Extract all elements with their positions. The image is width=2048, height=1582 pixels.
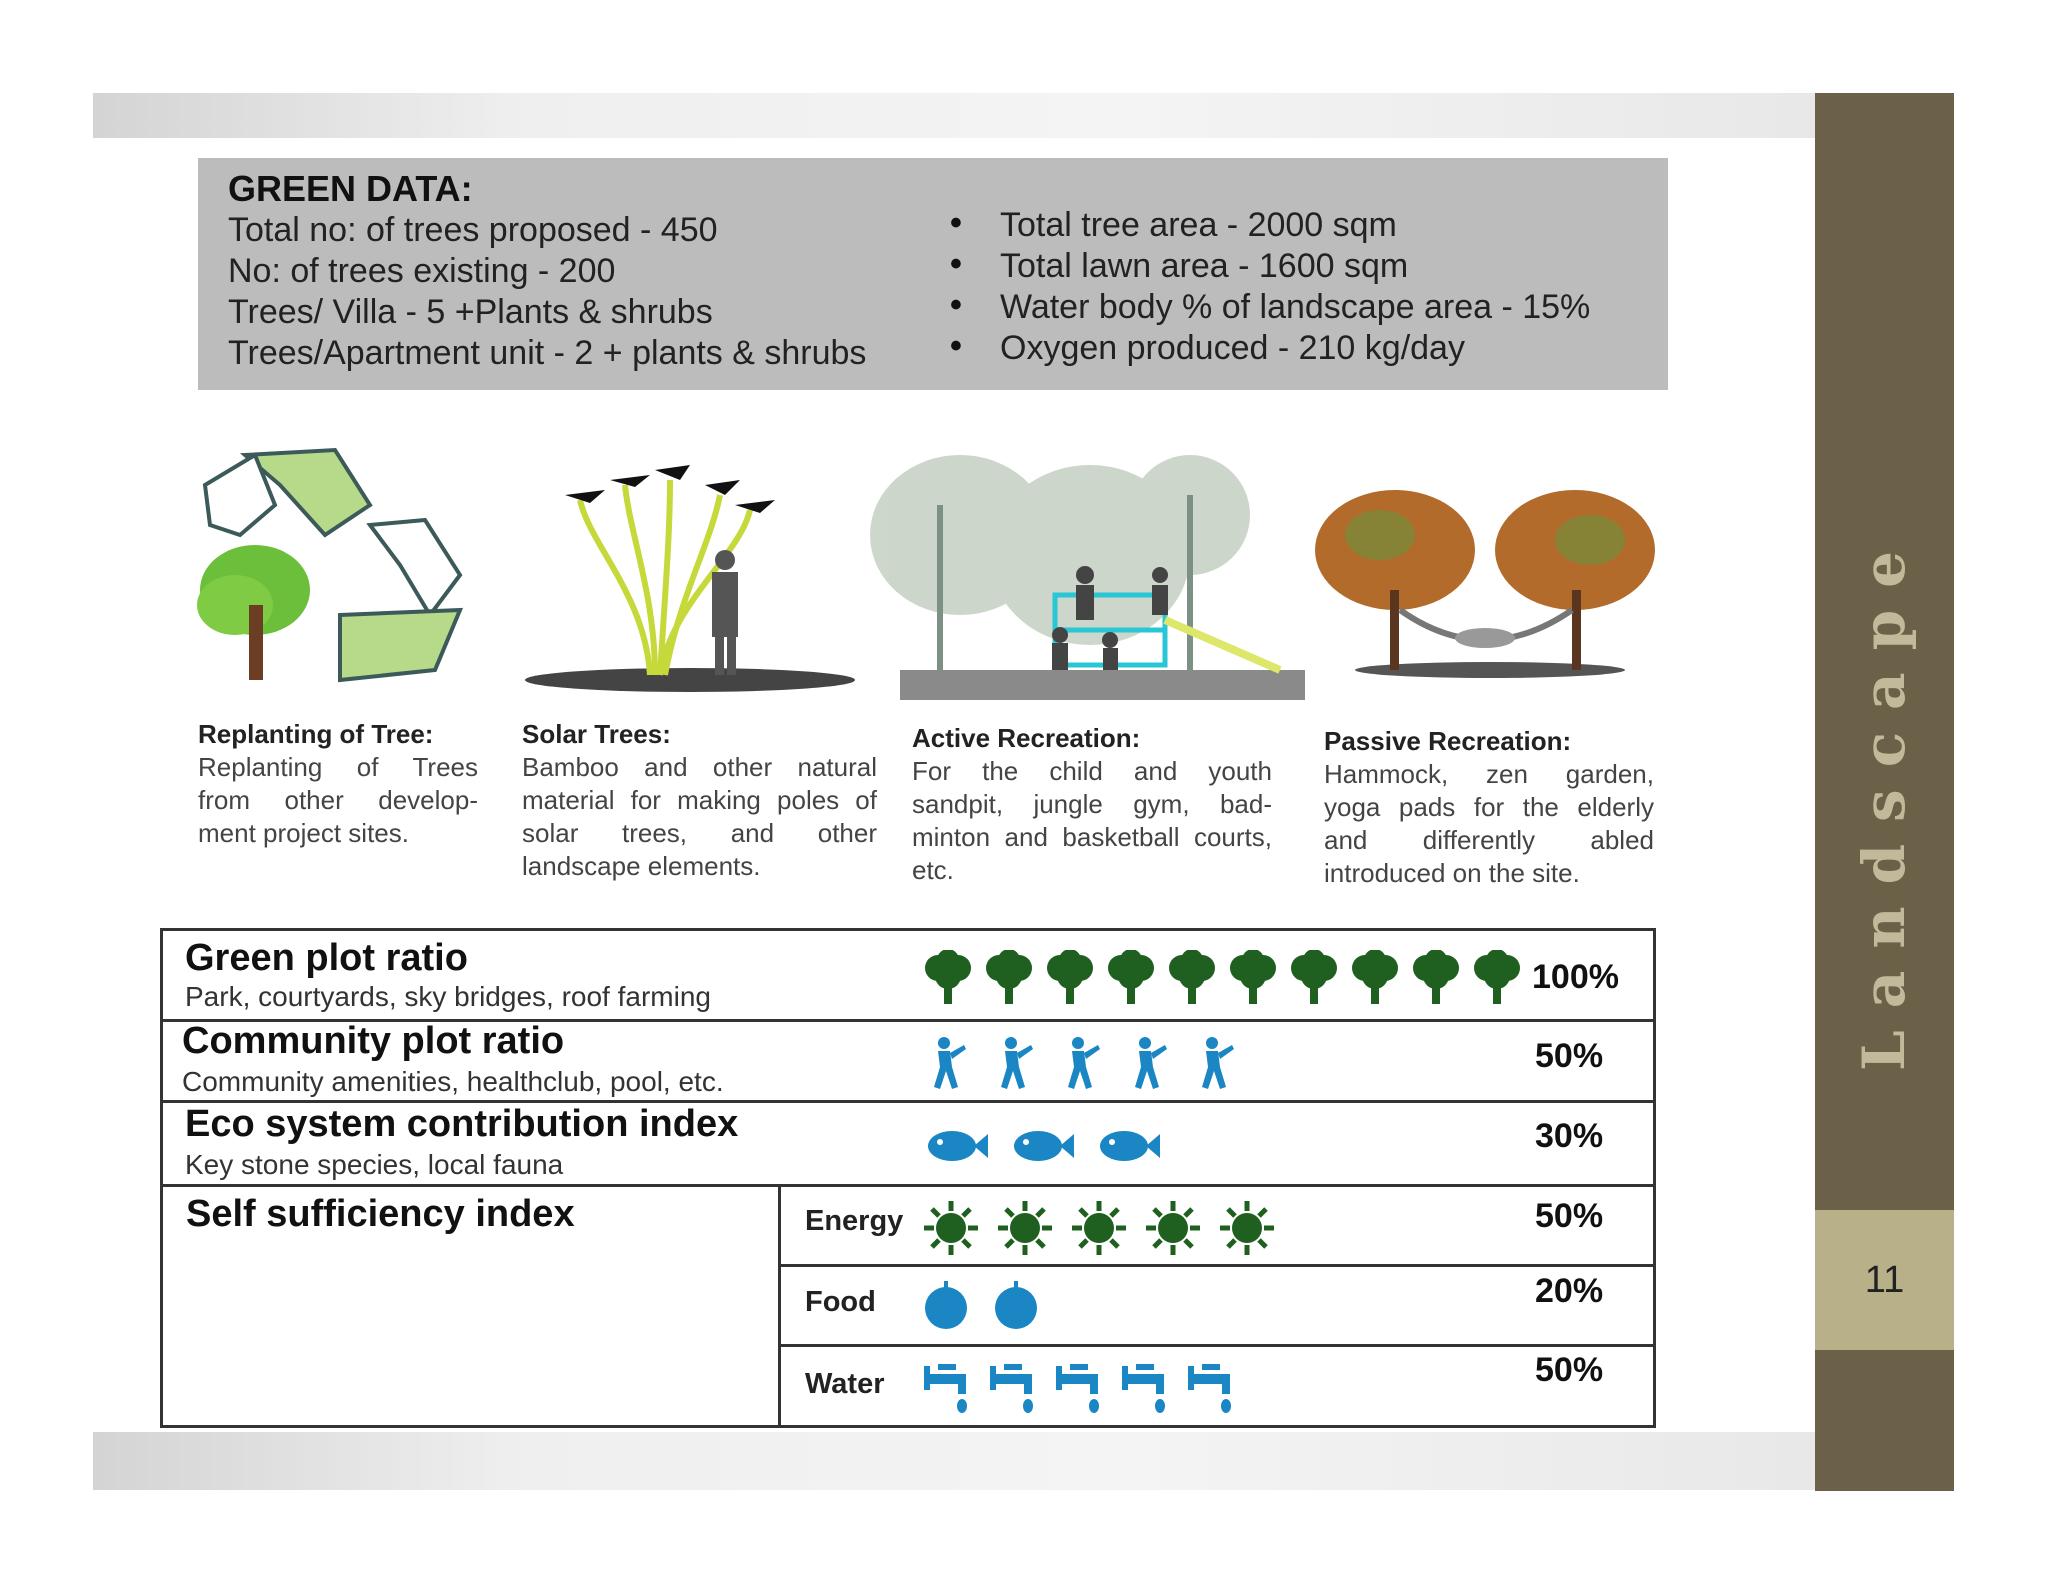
- feature-active-recreation: [912, 722, 1272, 887]
- feature-title: Solar Trees:: [522, 719, 671, 749]
- bullet-dots: • • • •: [950, 204, 962, 365]
- green-data-item: Total tree area - 2000 sqm: [1000, 206, 1397, 244]
- green-data-title: GREEN DATA:: [228, 168, 473, 209]
- table-divider: [778, 1264, 1656, 1267]
- green-data-item: Total no: of trees proposed - 450: [228, 211, 718, 249]
- table-divider: [778, 1344, 1656, 1347]
- green-data-right-list: [1000, 205, 1590, 369]
- green-data-item: No: of trees existing - 200: [228, 252, 616, 290]
- row-subtitle: Community amenities, healthclub, pool, etc.: [182, 1066, 724, 1097]
- tree-icon: [1227, 950, 1279, 1005]
- self-sufficiency-title: Self sufficiency index: [186, 1193, 575, 1235]
- feature-replanting: [198, 718, 478, 850]
- row-subtitle: Key stone species, local fauna: [185, 1149, 564, 1180]
- tap-icon: [922, 1360, 974, 1415]
- sub-row-label: Energy: [805, 1205, 904, 1237]
- feature-title: Replanting of Tree:: [198, 719, 434, 749]
- feature-title: Passive Recreation:: [1324, 726, 1572, 756]
- fauna-icon: [922, 1118, 990, 1168]
- row-subtitle: Park, courtyards, sky bridges, roof farming: [185, 981, 711, 1012]
- tree-icon: [983, 950, 1035, 1005]
- sub-row-percent: 50%: [1535, 1197, 1604, 1235]
- tree-icon: [922, 950, 974, 1005]
- feature-solar-trees: [522, 718, 877, 883]
- green-data-left-list: [228, 210, 866, 374]
- tree-icon: [1288, 950, 1340, 1005]
- sub-row-percent: 20%: [1535, 1272, 1604, 1310]
- tap-icon: [1054, 1360, 1106, 1415]
- sidebar-title: Landscape: [1850, 528, 1919, 1072]
- fruit-icon: [922, 1278, 970, 1330]
- person-icon: [1190, 1035, 1240, 1090]
- tap-icon: [1120, 1360, 1172, 1415]
- feature-body: Hammock, zen garden, yoga pads for the elderly and differently abled introduced on the site.: [1324, 759, 1654, 888]
- solar-tree-illustration: [520, 455, 860, 695]
- tree-icon: [1349, 950, 1401, 1005]
- tap-icon: [988, 1360, 1040, 1415]
- sun-icon: [1070, 1199, 1128, 1257]
- slide-top-shade: [93, 93, 1815, 138]
- row-percent: 50%: [1535, 1037, 1604, 1075]
- feature-body: For the child and youth sandpit, jungle gym, bad- minton and basketball courts, etc.: [912, 756, 1272, 885]
- recycle-tree-illustration: [195, 445, 475, 690]
- tree-icon: [1410, 950, 1462, 1005]
- passive-recreation-illustration: [1310, 480, 1665, 680]
- sun-icon: [1218, 1199, 1276, 1257]
- row-percent: 100%: [1532, 958, 1619, 996]
- sub-row-label: Food: [805, 1286, 876, 1318]
- row-title: Eco system contribution index: [185, 1103, 739, 1145]
- sun-icons: [922, 1199, 1292, 1257]
- row-title: Community plot ratio: [182, 1020, 565, 1062]
- row-title: Green plot ratio: [185, 937, 468, 979]
- person-icons: [922, 1035, 1257, 1090]
- tap-icon: [1186, 1360, 1238, 1415]
- fauna-icon: [1094, 1118, 1162, 1168]
- feature-body: Bamboo and other natural material for making poles of solar trees, and other landscape elements.: [522, 752, 877, 881]
- green-data-item: Total lawn area - 1600 sqm: [1000, 247, 1409, 285]
- green-data-item: Oxygen produced - 210 kg/day: [1000, 329, 1465, 367]
- table-divider: [778, 1184, 781, 1428]
- feature-title: Active Recreation:: [912, 723, 1141, 753]
- person-icon: [1056, 1035, 1106, 1090]
- green-data-item: Trees/Apartment unit - 2 + plants & shrubs: [228, 334, 867, 372]
- person-icon: [1123, 1035, 1173, 1090]
- sub-row-label: Water: [805, 1368, 885, 1400]
- feature-passive-recreation: [1324, 725, 1654, 890]
- tree-icon: [1166, 950, 1218, 1005]
- sun-icon: [996, 1199, 1054, 1257]
- tree-icon: [1044, 950, 1096, 1005]
- active-recreation-illustration: [860, 445, 1305, 705]
- slide-bottom-shade: [93, 1432, 1815, 1490]
- tree-icons: [922, 950, 1532, 1005]
- sun-icon: [922, 1199, 980, 1257]
- person-icon: [989, 1035, 1039, 1090]
- table-divider: [160, 1184, 1656, 1187]
- fauna-icon: [1008, 1118, 1076, 1168]
- tree-icon: [1105, 950, 1157, 1005]
- row-percent: 30%: [1535, 1117, 1604, 1155]
- feature-body: Replanting of Trees from other develop- ment project sites.: [198, 752, 478, 848]
- person-icon: [922, 1035, 972, 1090]
- tree-icon: [1471, 950, 1523, 1005]
- page-number: 11: [1815, 1210, 1954, 1350]
- sub-row-percent: 50%: [1535, 1351, 1604, 1389]
- green-data-item: Water body % of landscape area - 15%: [1000, 288, 1591, 326]
- tap-icons: [922, 1360, 1252, 1415]
- fauna-icons: [922, 1118, 1180, 1168]
- green-data-item: Trees/ Villa - 5 +Plants & shrubs: [228, 293, 713, 331]
- sun-icon: [1144, 1199, 1202, 1257]
- fruit-icon: [992, 1278, 1040, 1330]
- fruit-icons: [922, 1278, 1062, 1330]
